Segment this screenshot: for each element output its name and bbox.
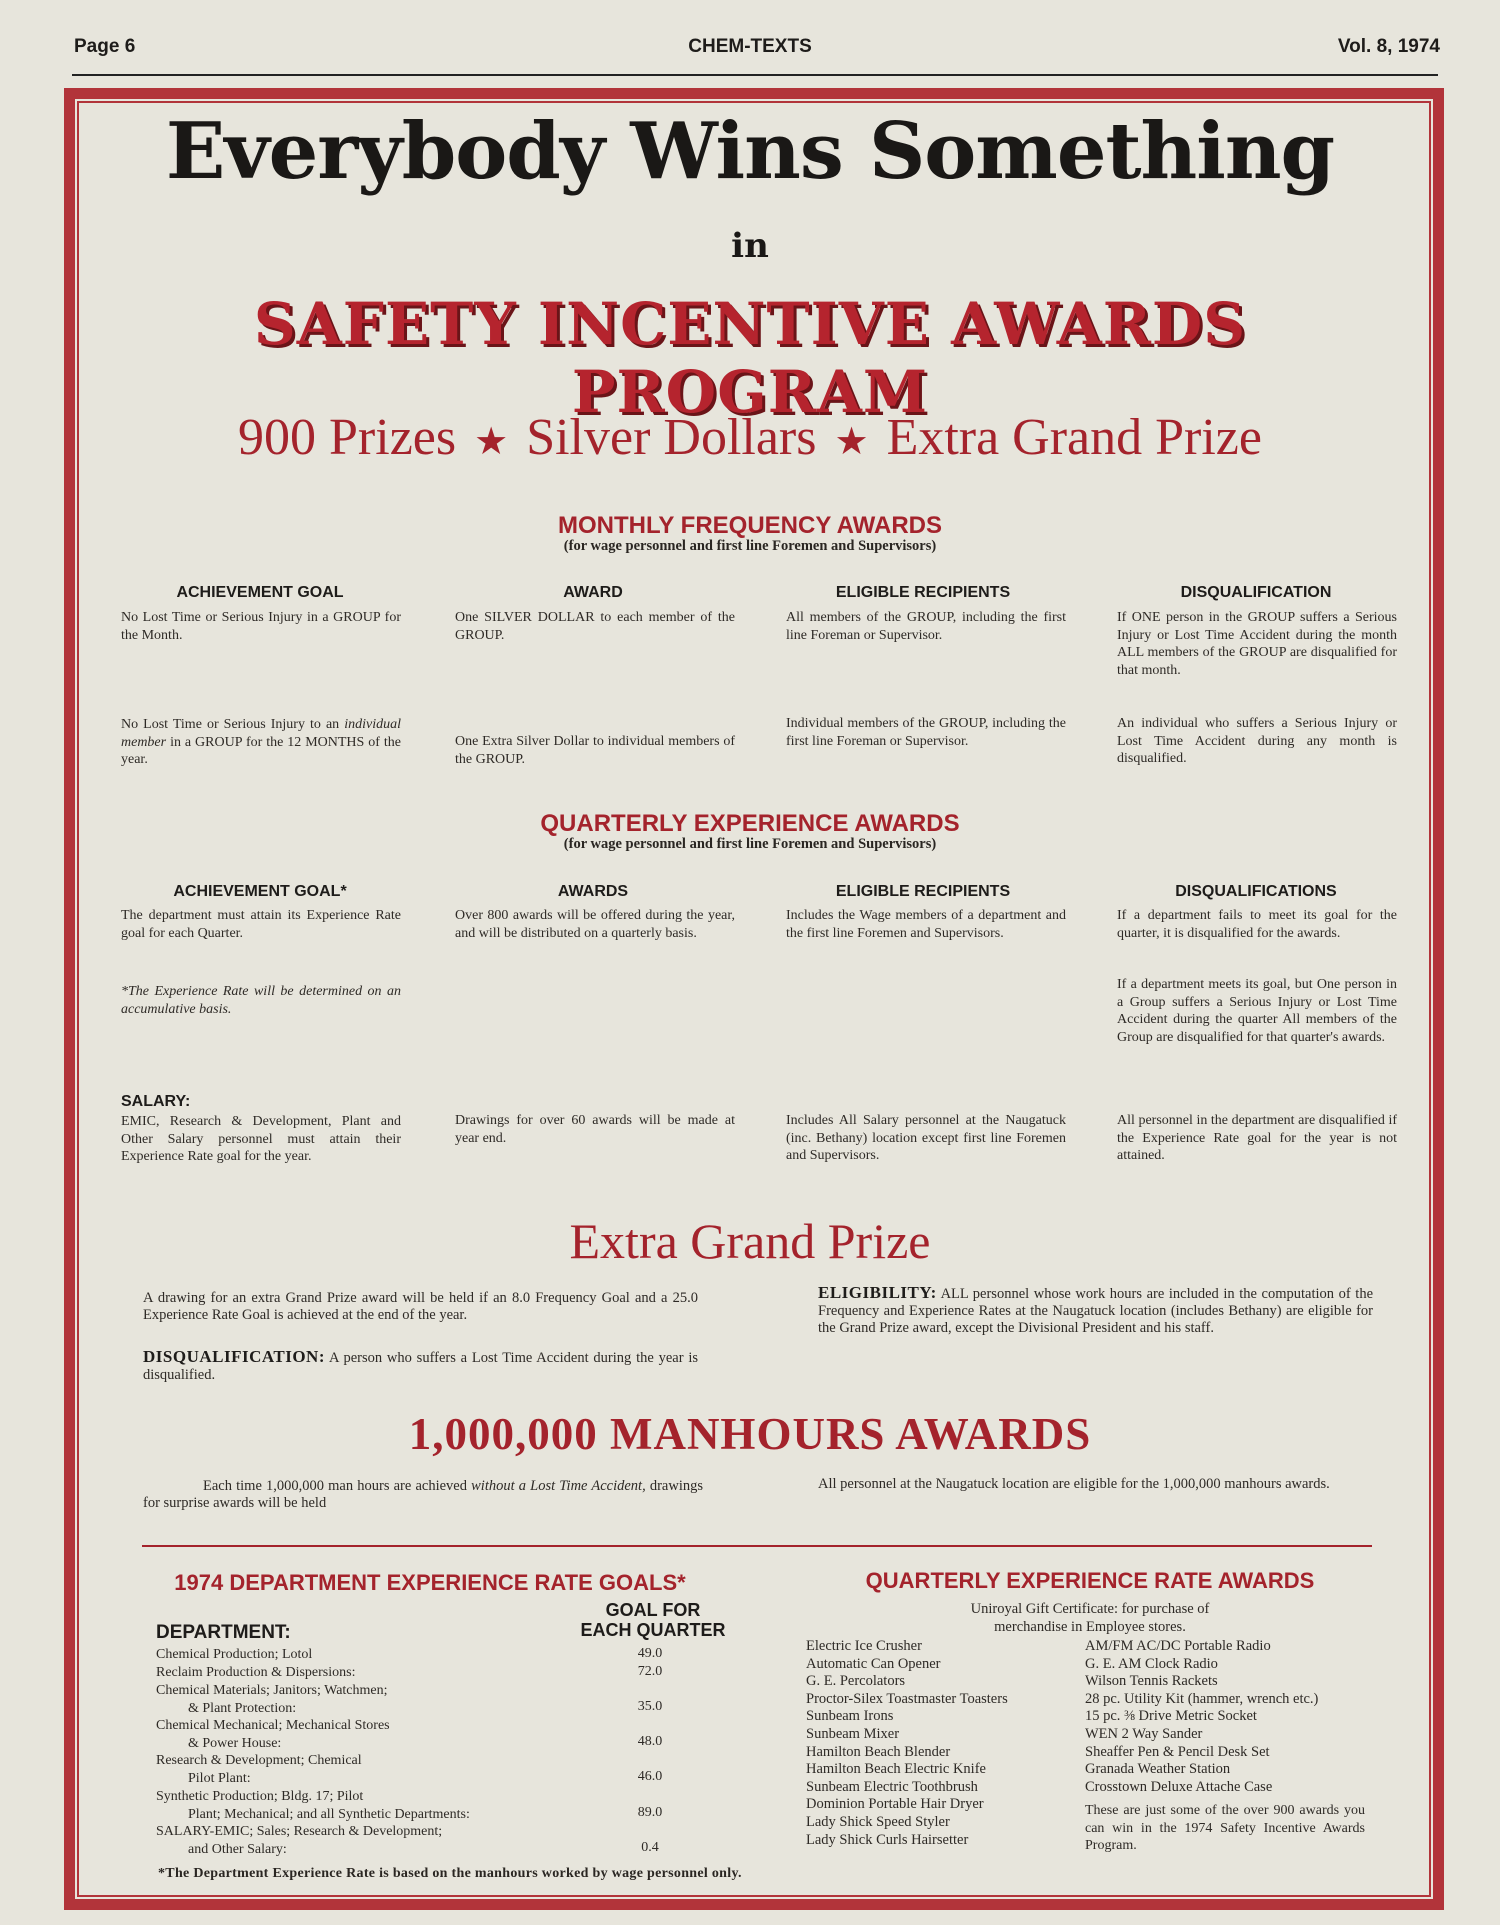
monthly-subheading: (for wage personnel and first line Foremen and Supervisors) xyxy=(563,538,937,554)
prize-item: G. E. AM Clock Radio xyxy=(1085,1655,1218,1672)
prize-item: G. E. Percolators xyxy=(806,1673,906,1690)
monthly-award-1: One SILVER DOLLAR to each member of the GROUP. xyxy=(455,610,735,643)
quarterly-disq-2: If a department meets its goal, but One person in a Group suffers a Serious Injury or Lost Time Accident during the quarter All members of the Group are disqualified for that quarter's awards. xyxy=(1117,977,1397,1045)
dept-name: Chemical Mechanical; Mechanical Stores xyxy=(156,1718,390,1733)
salary-goal: EMIC, Research & Development, Plant and Other Salary personnel must attain their Experience Rate goal for the year. xyxy=(121,1114,401,1164)
dept-name: Chemical Production; Lotol xyxy=(156,1647,313,1662)
prize-item: Dominion Portable Hair Dryer xyxy=(806,1796,984,1813)
salary-eligible: Includes All Salary personnel at the Naugatuck (inc. Bethany) location except first line Foremen and Supervisors. xyxy=(786,1113,1066,1163)
monthly-col-goal: ACHIEVEMENT GOAL xyxy=(176,584,344,601)
page-number: Page 6 xyxy=(74,36,136,57)
prize-item: Crosstown Deluxe Attache Case xyxy=(1085,1778,1273,1795)
dept-name: Research & Development; Chemical xyxy=(156,1753,362,1768)
disq-label: DISQUALIFICATION: xyxy=(143,1347,325,1366)
quarterly-awards-1: Over 800 awards will be offered during the year, and will be distributed on a quarterly basis. xyxy=(455,908,735,941)
title-in: in xyxy=(731,226,769,266)
dept-row xyxy=(156,1788,596,1823)
dept-row xyxy=(156,1682,596,1717)
grand-prize-text: A drawing for an extra Grand Prize award will be held if an 8.0 Frequency Goal and a 25.0 Experience Rate Goal is achieved at the end of the year. xyxy=(143,1290,698,1323)
volume-label: Vol. 8, 1974 xyxy=(1337,36,1440,57)
dept-goal-value: 72.0 xyxy=(637,1664,663,1679)
monthly-heading: MONTHLY FREQUENCY AWARDS xyxy=(557,512,943,539)
section-divider xyxy=(142,1545,1372,1547)
grand-prize-disq xyxy=(143,1348,698,1384)
prize-item: Proctor-Silex Toastmaster Toasters xyxy=(806,1690,1008,1707)
prize-item: AM/FM AC/DC Portable Radio xyxy=(1085,1638,1271,1654)
monthly-eligible-2: Individual members of the GROUP, including the first line Foreman or Supervisor. xyxy=(786,716,1066,749)
dept-row xyxy=(156,1823,596,1858)
monthly-col-eligible: ELIGIBLE RECIPIENTS xyxy=(835,584,1011,601)
prize-item: Sunbeam Mixer xyxy=(806,1725,900,1742)
monthly-goal-1: No Lost Time or Serious Injury in a GROUP for the Month. xyxy=(121,610,401,643)
salary-disq: All personnel in the department are disqualified if the Experience Rate goal for the year is not attained. xyxy=(1117,1113,1397,1163)
dept-footnote: *The Department Experience Rate is based on the manhours worked by wage personnel only. xyxy=(158,1866,742,1881)
monthly-award-2: One Extra Silver Dollar to individual members of the GROUP. xyxy=(455,734,735,767)
dept-goals-heading: 1974 DEPARTMENT EXPERIENCE RATE GOALS* xyxy=(174,1570,686,1595)
quarterly-col-disq: DISQUALIFICATIONS xyxy=(1175,883,1337,900)
quarterly-col-eligible: ELIGIBLE RECIPIENTS xyxy=(835,883,1011,900)
prize-item: Hamilton Beach Electric Knife xyxy=(806,1761,986,1778)
dept-row xyxy=(156,1752,596,1787)
department-column-header: DEPARTMENT: xyxy=(156,1622,291,1643)
disq-text: A person who suffers a Lost Time Accident during the year is disqualified. xyxy=(143,1350,698,1383)
prize-item: Sheaffer Pen & Pencil Desk Set xyxy=(1085,1743,1270,1760)
quarterly-eligible-1: Includes the Wage members of a department and the first line Foremen and Supervisors. xyxy=(786,908,1066,941)
dept-name-cont: Pilot Plant: xyxy=(188,1770,251,1786)
grand-prize-eligibility xyxy=(818,1284,1373,1337)
prize-item: Wilson Tennis Rackets xyxy=(1085,1673,1218,1690)
monthly-col-award: AWARD xyxy=(563,584,623,601)
prize-grand: Extra Grand Prize xyxy=(886,409,1262,466)
program-title: SAFETY INCENTIVE AWARDS PROGRAM xyxy=(253,290,1247,426)
dept-goal-value: 89.0 xyxy=(637,1805,663,1820)
goal-column-header: GOAL FOR EACH QUARTER xyxy=(580,1600,726,1640)
prize-count: 900 Prizes xyxy=(238,409,457,466)
prize-list-right xyxy=(1085,1638,1318,1796)
manhours-heading: 1,000,000 MANHOURS AWARDS xyxy=(408,1409,1092,1459)
header-rule xyxy=(72,74,1438,76)
dept-name: Synthetic Production; Bldg. 17; Pilot xyxy=(156,1789,364,1804)
monthly-eligible-1: All members of the GROUP, including the first line Foreman or Supervisor. xyxy=(786,610,1066,643)
prize-item: Lady Shick Curls Hairsetter xyxy=(806,1831,969,1848)
prize-item: Automatic Can Opener xyxy=(806,1655,941,1672)
salary-awards: Drawings for over 60 awards will be made at year end. xyxy=(455,1113,735,1146)
prize-item: WEN 2 Way Sander xyxy=(1085,1725,1203,1742)
publication-name: CHEM-TEXTS xyxy=(688,36,812,57)
dept-name-cont: & Power House: xyxy=(188,1735,282,1751)
dept-goal-value: 48.0 xyxy=(637,1734,663,1749)
qawards-subheading: Uniroyal Gift Certificate: for purchase of merchandise in Employee stores. xyxy=(970,1601,1210,1635)
quarterly-col-goal: ACHIEVEMENT GOAL* xyxy=(173,883,347,900)
dept-name-cont: and Other Salary: xyxy=(188,1841,287,1857)
eligibility-text: ALL personnel whose work hours are included in the computation of the Frequency and Experience Rates at the Naugatuck location (includes Bethany) are eligible for the Grand Prize award, except the Divisional President and his staff. xyxy=(818,1286,1373,1336)
eligibility-label: ELIGIBILITY: xyxy=(818,1283,937,1302)
dept-name: Chemical Materials; Janitors; Watchmen; xyxy=(156,1683,388,1698)
dept-name-cont: & Plant Protection: xyxy=(188,1700,297,1716)
prize-item: Lady Shick Speed Styler xyxy=(806,1813,950,1830)
dept-row xyxy=(156,1646,596,1664)
monthly-goal-2: No Lost Time or Serious Injury to an individual member in a GROUP for the 12 MONTHS of the year. xyxy=(121,717,402,767)
dept-goal-value: 35.0 xyxy=(637,1699,663,1714)
quarterly-heading: QUARTERLY EXPERIENCE AWARDS xyxy=(540,810,960,837)
manhours-left: Each time 1,000,000 man hours are achieved without a Lost Time Accident, drawings for surprise awards will be held xyxy=(143,1478,704,1511)
qawards-note: These are just some of the over 900 awards you can win in the 1974 Safety Incentive Awards Program. xyxy=(1085,1803,1365,1853)
monthly-disq-2: An individual who suffers a Serious Injury or Lost Time Accident during any month is disqualified. xyxy=(1117,716,1397,766)
quarterly-subheading: (for wage personnel and first line Foremen and Supervisors) xyxy=(563,836,937,852)
dept-name-cont: Plant; Mechanical; and all Synthetic Departments: xyxy=(188,1806,470,1822)
prize-item: Sunbeam Electric Toothbrush xyxy=(806,1778,978,1795)
prize-item: Electric Ice Crusher xyxy=(806,1638,922,1654)
experience-rate-note: *The Experience Rate will be determined on an accumulative basis. xyxy=(121,984,401,1017)
dept-name: SALARY-EMIC; Sales; Research & Development; xyxy=(156,1824,443,1839)
prize-item: Sunbeam Irons xyxy=(806,1708,894,1725)
prize-item: 28 pc. Utility Kit (hammer, wrench etc.) xyxy=(1085,1690,1319,1707)
main-title: Everybody Wins Something xyxy=(165,106,1335,197)
star-icon: ★ xyxy=(834,421,869,463)
quarterly-goal-1: The department must attain its Experience Rate goal for each Quarter. xyxy=(121,908,401,941)
manhours-right: All personnel at the Naugatuck location are eligible for the 1,000,000 manhours awards. xyxy=(818,1476,1330,1492)
dept-goal-value: 46.0 xyxy=(637,1769,663,1784)
prizes-banner xyxy=(100,408,1400,467)
monthly-col-disq: DISQUALIFICATION xyxy=(1180,584,1332,601)
star-icon: ★ xyxy=(474,421,509,463)
dept-row xyxy=(156,1664,596,1682)
monthly-disq-1: If ONE person in the GROUP suffers a Serious Injury or Lost Time Accident during the month ALL members of the GROUP are disqualified for that month. xyxy=(1117,610,1397,678)
salary-label: SALARY: xyxy=(121,1093,191,1110)
prize-silver: Silver Dollars xyxy=(526,409,817,466)
dept-goal-value: 49.0 xyxy=(637,1646,663,1661)
qawards-heading: QUARTERLY EXPERIENCE RATE AWARDS xyxy=(865,1568,1315,1593)
prize-item: 15 pc. ⅜ Drive Metric Socket xyxy=(1085,1708,1257,1725)
grand-prize-heading: Extra Grand Prize xyxy=(569,1213,931,1269)
prize-item: Hamilton Beach Blender xyxy=(806,1743,951,1760)
prize-list-left xyxy=(806,1638,1008,1849)
dept-goal-value: 0.4 xyxy=(641,1840,659,1855)
quarterly-disq-1: If a department fails to meet its goal for the quarter, it is disqualified for the awards. xyxy=(1117,908,1397,941)
dept-row xyxy=(156,1717,596,1752)
prize-item: Granada Weather Station xyxy=(1085,1761,1231,1778)
dept-name: Reclaim Production & Dispersions: xyxy=(156,1665,356,1680)
quarterly-col-awards: AWARDS xyxy=(557,883,629,900)
